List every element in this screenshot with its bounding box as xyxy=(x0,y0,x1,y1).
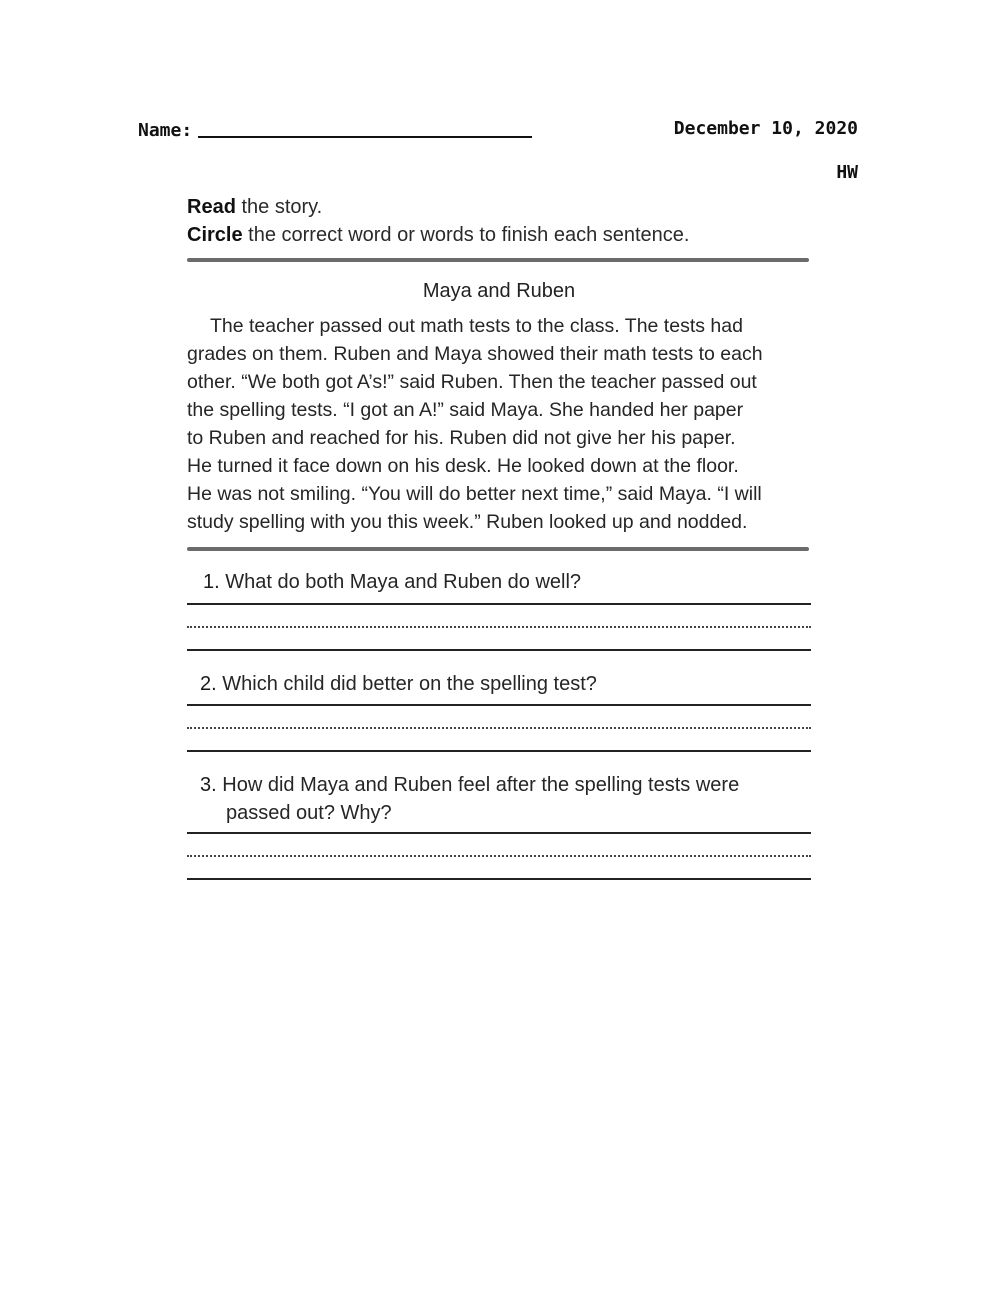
answer-line-mid[interactable] xyxy=(187,727,811,729)
question-number: 1. xyxy=(203,571,220,593)
answer-line-bottom[interactable] xyxy=(187,878,811,880)
instruction-circle xyxy=(187,224,689,247)
answer-line-top[interactable] xyxy=(187,704,811,706)
divider-top xyxy=(187,258,809,262)
story-line: The teacher passed out math tests to the class. The tests had xyxy=(210,315,743,337)
name-row xyxy=(138,118,532,141)
story-line: grades on them. Ruben and Maya showed their math tests to each xyxy=(187,343,763,365)
instruction-circle-verb: Circle xyxy=(187,224,243,246)
story-line: study spelling with you this week.” Ruben looked up and nodded. xyxy=(187,511,748,533)
answer-line-mid[interactable] xyxy=(187,626,811,628)
instruction-read-rest: the story. xyxy=(235,196,323,218)
question-text: What do both Maya and Ruben do well? xyxy=(225,571,582,593)
story-line: He turned it face down on his desk. He looked down at the floor. xyxy=(187,455,739,477)
question-number: 2. xyxy=(200,673,217,695)
instruction-circle-rest: the correct word or words to finish each sentence. xyxy=(242,224,690,246)
divider-bottom xyxy=(187,547,809,551)
instruction-read-verb: Read xyxy=(187,196,236,218)
story-line: the spelling tests. “I got an A!” said Maya. She handed her paper xyxy=(187,399,744,421)
answer-line-top[interactable] xyxy=(187,603,811,605)
question-2 xyxy=(200,673,597,696)
answer-line-bottom[interactable] xyxy=(187,649,811,651)
name-input-line[interactable] xyxy=(198,118,532,138)
question-3-continued: passed out? Why? xyxy=(226,802,392,824)
question-number: 3. xyxy=(200,774,217,796)
answer-line-bottom[interactable] xyxy=(187,750,811,752)
story-title: Maya and Ruben xyxy=(422,280,576,302)
instruction-read xyxy=(187,196,322,219)
story-line: He was not smiling. “You will do better next time,” said Maya. “I will xyxy=(187,483,762,505)
question-1 xyxy=(203,571,581,594)
homework-tag: HW xyxy=(836,162,858,183)
question-text: How did Maya and Ruben feel after the spelling tests were xyxy=(222,774,740,796)
answer-line-top[interactable] xyxy=(187,832,811,834)
question-text: Which child did better on the spelling test? xyxy=(222,673,597,695)
name-label: Name: xyxy=(138,120,193,141)
question-3 xyxy=(200,774,739,797)
story-line: other. “We both got A’s!” said Ruben. Then the teacher passed out xyxy=(187,371,757,393)
answer-line-mid[interactable] xyxy=(187,855,811,857)
date: December 10, 2020 xyxy=(673,118,858,139)
story-line: to Ruben and reached for his. Ruben did not give her his paper. xyxy=(187,427,736,449)
